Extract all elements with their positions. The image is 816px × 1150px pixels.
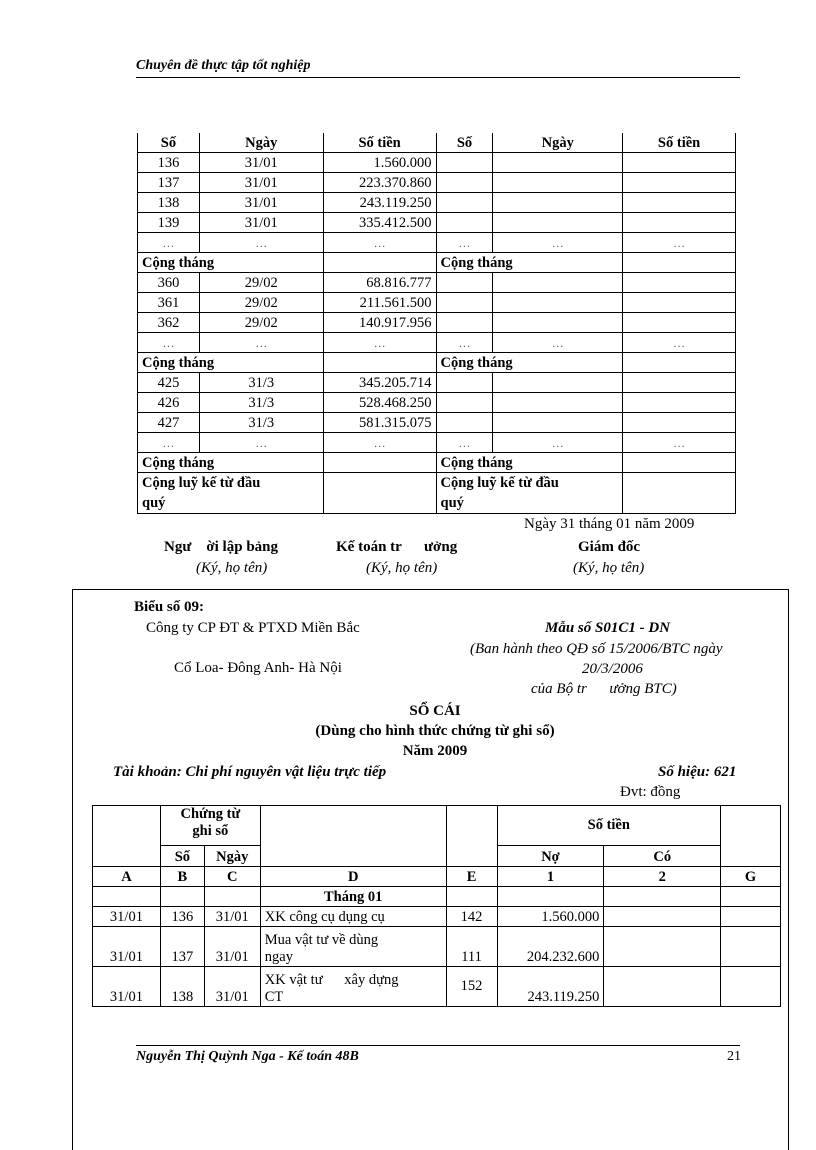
cell-so: 138 bbox=[138, 193, 200, 213]
cell-ngay: 31/01 bbox=[199, 173, 323, 193]
cell-so: 426 bbox=[138, 393, 200, 413]
ledger-title: SỔ CÁI bbox=[409, 703, 461, 719]
cell-ngay: 29/02 bbox=[199, 313, 323, 333]
ellipsis-row: … … … … … … bbox=[138, 233, 736, 253]
chief-accountant-label: Kế toán tr ưởng bbox=[336, 539, 458, 555]
table-row: 31/01 136 31/01 XK công cụ dụng cụ 142 1.560.000 bbox=[93, 907, 781, 927]
ellipsis-row: … … … … … … bbox=[138, 333, 736, 353]
cell-so: 139 bbox=[138, 213, 200, 233]
cell-ngay: 29/02 bbox=[199, 273, 323, 293]
cell-so: 361 bbox=[138, 293, 200, 313]
ledger-table bbox=[92, 805, 781, 1007]
table-row bbox=[138, 393, 736, 413]
cell-tien: 335.412.500 bbox=[323, 213, 436, 233]
cell-ngay: 31/01 bbox=[199, 193, 323, 213]
cell-tien: 243.119.250 bbox=[323, 193, 436, 213]
ledger-year: Năm 2009 bbox=[402, 743, 468, 759]
month-total-row: Cộng tháng Cộng tháng bbox=[138, 253, 736, 273]
col-so: Số bbox=[138, 133, 200, 153]
page-header-title: Chuyên đề thực tập tốt nghiệp bbox=[136, 58, 311, 73]
column-letter-row: A B C D E 1 2 G bbox=[93, 867, 781, 887]
table-row: 31/01 137 31/01 Mua vật tư về dùng ngay 111 204.232.600 bbox=[93, 927, 781, 967]
cell-ngay: 29/02 bbox=[199, 293, 323, 313]
preparer-label: Ngư ời lập bảng bbox=[164, 539, 279, 555]
cell-tien: 211.561.500 bbox=[323, 293, 436, 313]
director-label: Giám đốc bbox=[578, 539, 641, 555]
table-row bbox=[138, 373, 736, 393]
cell-ngay: 31/01 bbox=[199, 213, 323, 233]
amount-group-header: Số tiền bbox=[497, 806, 721, 846]
table-row bbox=[138, 213, 736, 233]
issued-line-2: 20/3/2006 bbox=[582, 661, 643, 677]
cell-tien: 223.370.860 bbox=[323, 173, 436, 193]
preparer-sign-note: (Ký, họ tên) bbox=[196, 560, 268, 576]
cell-so: 427 bbox=[138, 413, 200, 433]
signature-date: Ngày 31 tháng 01 năm 2009 bbox=[524, 516, 695, 532]
table-row bbox=[138, 273, 736, 293]
voucher-group-header: Chứng từ ghi sổ bbox=[160, 806, 260, 846]
cumulative-row: Cộng luỹ kế từ đầu quý Cộng luỹ kế từ đầu quý bbox=[138, 473, 736, 514]
ledger-subtitle: (Dùng cho hình thức chứng từ ghi sổ) bbox=[315, 723, 555, 739]
footer-rule bbox=[136, 1045, 740, 1046]
col-so-tien-2: Số tiền bbox=[623, 133, 736, 153]
cell-so: 362 bbox=[138, 313, 200, 333]
director-sign-note: (Ký, họ tên) bbox=[573, 560, 645, 576]
col-voucher-so: Số bbox=[160, 846, 204, 867]
col-voucher-ngay: Ngày bbox=[204, 846, 260, 867]
cell-tien: 528.468.250 bbox=[323, 393, 436, 413]
table-row bbox=[138, 153, 736, 173]
table-row bbox=[138, 193, 736, 213]
table-row: 31/01 138 31/01 XK vật tư xây dựng CT 152 243.119.250 bbox=[93, 967, 781, 1007]
account-name: Tài khoản: Chi phí nguyên vật liệu trực tiếp bbox=[113, 764, 387, 780]
page-number: 21 bbox=[727, 1049, 741, 1064]
footer-author: Nguyễn Thị Quỳnh Nga - Kế toán 48B bbox=[136, 1049, 359, 1064]
cell-ngay: 31/01 bbox=[199, 153, 323, 173]
voucher-summary-table bbox=[137, 133, 736, 514]
cell-ngay: 31/3 bbox=[199, 373, 323, 393]
table-row bbox=[138, 413, 736, 433]
cell-ngay: 31/3 bbox=[199, 393, 323, 413]
col-ngay-2: Ngày bbox=[493, 133, 623, 153]
company-address: Cổ Loa- Đông Anh- Hà Nội bbox=[174, 660, 342, 676]
account-code: Số hiệu: 621 bbox=[658, 764, 737, 780]
accountant-sign-note: (Ký, họ tên) bbox=[366, 560, 438, 576]
cell-tien: 581.315.075 bbox=[323, 413, 436, 433]
cell-so: 137 bbox=[138, 173, 200, 193]
table-header-row bbox=[138, 133, 736, 153]
cell-so: 360 bbox=[138, 273, 200, 293]
table-row bbox=[138, 313, 736, 333]
cell-so: 136 bbox=[138, 153, 200, 173]
cell-tien: 68.816.777 bbox=[323, 273, 436, 293]
template-number: Mẫu số S01C1 - DN bbox=[545, 620, 671, 636]
cell-so: 425 bbox=[138, 373, 200, 393]
col-so-2: Số bbox=[436, 133, 493, 153]
company-name: Công ty CP ĐT & PTXD Miền Bắc bbox=[146, 620, 360, 636]
issued-line-3: của Bộ tr ưởng BTC) bbox=[531, 681, 677, 697]
col-debit: Nợ bbox=[497, 846, 604, 867]
col-ngay: Ngày bbox=[199, 133, 323, 153]
col-so-tien: Số tiền bbox=[323, 133, 436, 153]
table-row bbox=[138, 173, 736, 193]
ellipsis-row: … … … … … … bbox=[138, 433, 736, 453]
currency-unit: Đvt: đồng bbox=[620, 784, 681, 800]
table-row bbox=[138, 293, 736, 313]
cell-tien: 140.917.956 bbox=[323, 313, 436, 333]
month-header-row: Tháng 01 bbox=[93, 887, 781, 907]
issued-line-1: (Ban hành theo QĐ số 15/2006/BTC ngày bbox=[470, 641, 723, 657]
header-rule bbox=[136, 77, 740, 78]
cell-tien: 345.205.714 bbox=[323, 373, 436, 393]
col-credit: Có bbox=[604, 846, 721, 867]
month-total-row: Cộng tháng Cộng tháng bbox=[138, 353, 736, 373]
form-number: Biểu số 09: bbox=[134, 599, 205, 615]
cell-ngay: 31/3 bbox=[199, 413, 323, 433]
month-total-row: Cộng tháng Cộng tháng bbox=[138, 453, 736, 473]
cell-tien: 1.560.000 bbox=[323, 153, 436, 173]
